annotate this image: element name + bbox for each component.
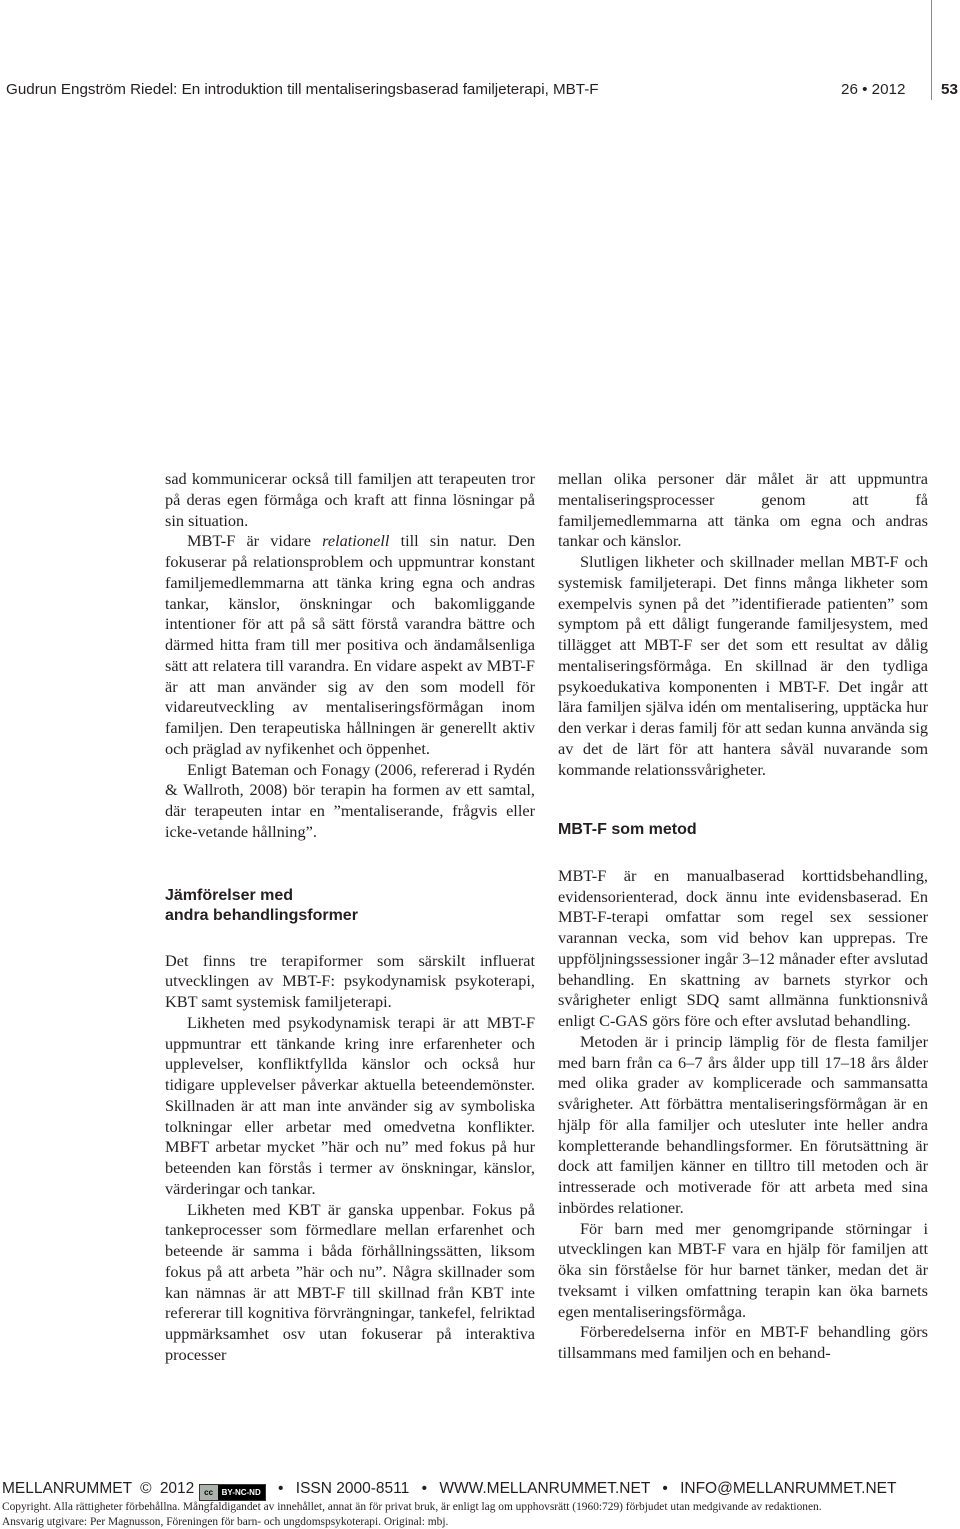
issue-info: 26 • 2012 [841, 81, 906, 98]
heading-line: Jämförelser med [165, 886, 294, 904]
section-heading: MBT-F som metod [558, 821, 697, 839]
cc-logo-text: cc [200, 1485, 218, 1500]
section-heading [165, 886, 535, 927]
footer-brand-line [2, 1480, 896, 1501]
paragraph: Enligt Bateman och Fonagy (2006, refererad i Rydén & Wallroth, 2008) bör terapin ha formen av ett samtal, där terapeuten intar en ”mentaliserande, frågvis eller icke-vetande hållning”. [165, 759, 535, 841]
paragraph: Likheten med psykodynamisk terapi är att MBT-F uppmuntrar ett tänkande kring inre erfarenheter och upplevelser, konfliktfyllda känslor och också hur tidigare upplevelser påverkar aktuella beteendemönster. Skillnaden är att man inte använder sig av symboliska tolkningar eller arbetar med omedvetna konflikter. MBFT arbetar mycket ”här och nu” med fokus på hur beteenden kan förstås i termer av önskningar, känslor, värderingar och tankar. [165, 1012, 535, 1198]
legal-copyright-text: Copyright. Alla rättigheter förbehållna. Mångfaldigandet av innehållet, annat än för privat bruk, är enligt lag om upphovsrätt (1960:729) förbjudet utan medgivande av redaktionen. [2, 1501, 822, 1513]
paragraph: Slutligen likheter och skillnader mellan MBT-F och systemisk familjeterapi. Det finns många likheter som exempelvis synen på det ”identifierade patienten” som symptom på ett dåligt fungerande familjesystem, med tillägget att MBT-F ser det som ett resultat av dålig mentaliseringsförmåga. En skillnad är den tydliga psykoedukativa komponenten i MBT-F. Det ingår att lära familjen själva idén om mentalisering, upptäcka hur den verkar i deras familj för att sedan kunna använda sig av det de lärt för att hantera såväl nuvarande som kommande relationssvårigheter. [558, 552, 928, 779]
left-column [165, 469, 535, 1366]
text-run: till sin natur. Den fokuserar på relationsproblem och uppmuntrar konstant familjemedlemmarna att tänka kring egna och andras tankar, känslor, önskningar och bakomliggande intentioner för att på så sätt förstå varandra bättre och därmed hitta fram till mer positiva och ändamålsenliga sätt att relatera till varandra. En vidare aspekt av MBT-F är att man använder sig av den som modell för vidareutveckling av mentaliseringsförmågan inom familjen. Den terapeutiska hållningen är generellt aktiv och präglad av nyfikenhet och öppenhet. [165, 531, 535, 758]
paragraph: Likheten med KBT är ganska uppenbar. Fokus på tankeprocesser som förmedlare mellan erfarenhet och beteende är samma i båda förhållningssätten, liksom fokus på att arbeta ”här och nu”. Några skillnader som kan nämnas är att MBT-F till skillnad från KBT inte refererar till kognitiva förvrängningar, tankefel, felriktad uppmärksamhet osv utan fokuserar på interaktiva processer [165, 1199, 535, 1364]
running-header [6, 81, 958, 103]
footer-brand: MELLANRUMMET [2, 1480, 132, 1497]
page-number: 53 [941, 81, 958, 98]
paragraph: mellan olika personer där målet är att uppmuntra mentaliseringsprocesser genom att få familjemedlemmarna att tänka om egna och andras tankar och känslor. [558, 469, 928, 551]
bullet-separator: • [278, 1480, 284, 1497]
paragraph: MBT-F är en manualbaserad korttidsbehandling, evidensorienterad, dock ännu inte evidensbaserad. En MBT-F-terapi omfattar som regel sex sessioner varannan vecka, som vid behov kan upprepas. Tre uppföljningssessioner ingår 3–12 månader efter avslutad behandling. En skattning av barnets styrkor och svårigheter enligt SDQ samt allmänna funktionsnivå enligt C-GAS görs före och efter avslutad behandling. [558, 865, 928, 1030]
right-column [558, 469, 928, 1364]
bullet-separator: • [662, 1480, 668, 1497]
footer-year: 2012 [159, 1480, 195, 1497]
italic-term: relationell [322, 531, 390, 551]
bullet-separator: • [421, 1480, 427, 1497]
paragraph [165, 531, 535, 759]
footer-email-link[interactable]: INFO@MELLANRUMMET.NET [680, 1480, 897, 1497]
text-run: MBT-F är vidare [187, 531, 323, 551]
heading-line: andra behandlingsformer [165, 907, 358, 924]
legal-publisher-text: Ansvarig utgivare: Per Magnusson, Föreningen för barn- och ungdomspsykoterapi. Original: mbj. [2, 1515, 449, 1528]
footer-legal [2, 1500, 958, 1529]
footer-website-link[interactable]: WWW.MELLANRUMMET.NET [439, 1480, 651, 1497]
copyright-icon: © [140, 1480, 152, 1497]
paragraph: Det finns tre terapiformer som särskilt influerat utvecklingen av MBT-F: psykodynamisk psykoterapi, KBT samt systemisk familjeterapi. [165, 950, 535, 1011]
footer-issn: ISSN 2000-8511 [295, 1480, 410, 1497]
paragraph: För barn med mer genomgripande störningar i utvecklingen kan MBT-F vara en hjälp för familjen att öka sin förståelse för hur barnet tänker, medan det är tveksamt i vilken omfattning terapin kan öka barnets egen mentaliseringsförmåga. [558, 1218, 928, 1321]
cc-license-badge-icon[interactable] [199, 1484, 266, 1501]
paragraph: sad kommunicerar också till familjen att terapeuten tror på deras egen förmåga och kraft att finna lösningar på sin situation. [165, 469, 535, 530]
license-label: BY-NC-ND [218, 1485, 265, 1500]
running-title: Gudrun Engström Riedel: En introduktion till mentaliseringsbaserad familjeterapi, MBT-F [6, 81, 599, 98]
paragraph: Metoden är i princip lämplig för de flesta familjer med barn från ca 6–7 års ålder upp till 17–18 års ålder med olika grader av komplicerade och sammansatta svårigheter. Att förbättra mentaliseringsförmågan är en hjälp för alla familjer och utesluter inte heller andra kompletterande behandlingsformer. En förutsättning är dock att familjen känner en tilltro till metoden och är intresserade och motiverade för att arbeta med sina inbördes relationer. [558, 1031, 928, 1217]
paragraph: Förberedelserna inför en MBT-F behandling görs tillsammans med familjen och en behand- [558, 1322, 928, 1362]
